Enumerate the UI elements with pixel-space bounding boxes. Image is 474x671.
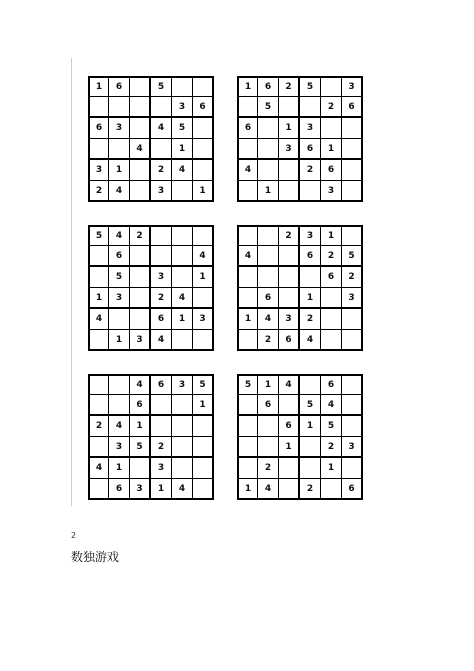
sudoku-cell: 6 bbox=[258, 76, 279, 97]
sudoku-cell: 4 bbox=[237, 160, 258, 181]
sudoku-cell bbox=[193, 437, 214, 458]
sudoku-cell: 4 bbox=[88, 458, 109, 479]
sudoku-cell bbox=[88, 97, 109, 118]
sudoku-cell: 5 bbox=[109, 267, 130, 288]
sudoku-cell bbox=[193, 458, 214, 479]
sudoku-cell bbox=[300, 458, 321, 479]
sudoku-cell: 2 bbox=[300, 309, 321, 330]
sudoku-cell: 2 bbox=[151, 437, 172, 458]
sudoku-cell: 2 bbox=[279, 76, 300, 97]
sudoku-cell bbox=[130, 76, 151, 97]
sudoku-cell bbox=[279, 458, 300, 479]
sudoku-cell: 4 bbox=[109, 416, 130, 437]
sudoku-cell bbox=[151, 225, 172, 246]
sudoku-cell: 1 bbox=[193, 267, 214, 288]
sudoku-cell bbox=[342, 458, 363, 479]
sudoku-cell: 1 bbox=[258, 374, 279, 395]
sudoku-cell: 6 bbox=[193, 97, 214, 118]
sudoku-cell bbox=[193, 139, 214, 160]
sudoku-cell bbox=[237, 97, 258, 118]
sudoku-cell: 6 bbox=[109, 479, 130, 500]
sudoku-cell bbox=[88, 267, 109, 288]
sudoku-cell: 1 bbox=[88, 76, 109, 97]
sudoku-cell: 5 bbox=[258, 97, 279, 118]
sudoku-cell: 5 bbox=[130, 437, 151, 458]
sudoku-cell: 2 bbox=[88, 416, 109, 437]
sudoku-cell bbox=[300, 97, 321, 118]
sudoku-cell: 1 bbox=[193, 181, 214, 202]
sudoku-cell bbox=[172, 246, 193, 267]
sudoku-cell: 4 bbox=[88, 309, 109, 330]
sudoku-cell: 4 bbox=[151, 118, 172, 139]
sudoku-cell bbox=[342, 374, 363, 395]
sudoku-cell: 6 bbox=[321, 267, 342, 288]
sudoku-cell bbox=[279, 246, 300, 267]
sudoku-cell: 2 bbox=[321, 97, 342, 118]
sudoku-cell bbox=[237, 139, 258, 160]
sudoku-cell: 2 bbox=[258, 330, 279, 351]
sudoku-cell bbox=[193, 118, 214, 139]
sudoku-cell bbox=[258, 160, 279, 181]
sudoku-cell bbox=[193, 225, 214, 246]
sudoku-cell: 5 bbox=[88, 225, 109, 246]
sudoku-cell bbox=[342, 416, 363, 437]
sudoku-cell: 4 bbox=[258, 309, 279, 330]
sudoku-cell: 3 bbox=[151, 458, 172, 479]
sudoku-cell bbox=[130, 97, 151, 118]
sudoku-cell: 1 bbox=[237, 309, 258, 330]
sudoku-cell: 3 bbox=[130, 330, 151, 351]
sudoku-cell: 5 bbox=[151, 76, 172, 97]
sudoku-cell: 1 bbox=[237, 479, 258, 500]
sudoku-cell bbox=[109, 395, 130, 416]
sudoku-cell bbox=[172, 437, 193, 458]
sudoku-cell bbox=[88, 437, 109, 458]
sudoku-cell bbox=[88, 246, 109, 267]
sudoku-cell bbox=[172, 76, 193, 97]
sudoku-cell: 2 bbox=[300, 160, 321, 181]
sudoku-cell: 6 bbox=[321, 374, 342, 395]
sudoku-cell: 2 bbox=[258, 458, 279, 479]
sudoku-cell bbox=[342, 118, 363, 139]
sudoku-cell: 2 bbox=[151, 160, 172, 181]
sudoku-cell bbox=[342, 181, 363, 202]
sudoku-cell: 6 bbox=[258, 395, 279, 416]
sudoku-cell: 3 bbox=[279, 139, 300, 160]
sudoku-cell: 3 bbox=[300, 225, 321, 246]
sudoku-cell bbox=[237, 181, 258, 202]
sudoku-cell: 6 bbox=[151, 374, 172, 395]
sudoku-cell bbox=[279, 97, 300, 118]
sudoku-cell bbox=[237, 267, 258, 288]
sudoku-grid-2 bbox=[237, 76, 363, 202]
sudoku-cell: 4 bbox=[130, 139, 151, 160]
sudoku-cell: 2 bbox=[130, 225, 151, 246]
sudoku-cell: 3 bbox=[151, 181, 172, 202]
sudoku-cell bbox=[151, 246, 172, 267]
sudoku-cell bbox=[109, 139, 130, 160]
sudoku-cell bbox=[342, 139, 363, 160]
sudoku-cell bbox=[109, 97, 130, 118]
sudoku-cell bbox=[130, 246, 151, 267]
sudoku-cell: 6 bbox=[109, 76, 130, 97]
sudoku-cell bbox=[237, 288, 258, 309]
sudoku-cell bbox=[130, 309, 151, 330]
sudoku-cell: 6 bbox=[321, 160, 342, 181]
sudoku-cell bbox=[300, 374, 321, 395]
sudoku-cell bbox=[130, 458, 151, 479]
sudoku-cell: 2 bbox=[88, 181, 109, 202]
page-number: 2 bbox=[71, 531, 77, 540]
sudoku-cell bbox=[237, 330, 258, 351]
sudoku-grid-4 bbox=[237, 225, 363, 351]
sudoku-cell bbox=[279, 288, 300, 309]
sudoku-cell bbox=[321, 288, 342, 309]
sudoku-cell: 6 bbox=[258, 288, 279, 309]
sudoku-cell bbox=[109, 309, 130, 330]
sudoku-cell bbox=[342, 330, 363, 351]
sudoku-cell bbox=[172, 395, 193, 416]
sudoku-cell: 4 bbox=[300, 330, 321, 351]
sudoku-cell bbox=[258, 437, 279, 458]
sudoku-cell bbox=[130, 160, 151, 181]
sudoku-cell: 6 bbox=[109, 246, 130, 267]
sudoku-cell: 5 bbox=[193, 374, 214, 395]
sudoku-cell bbox=[193, 160, 214, 181]
sudoku-cell bbox=[321, 76, 342, 97]
sudoku-cell bbox=[237, 416, 258, 437]
sudoku-cell bbox=[151, 139, 172, 160]
sudoku-cell: 3 bbox=[321, 181, 342, 202]
sudoku-cell: 6 bbox=[300, 139, 321, 160]
sudoku-cell: 3 bbox=[342, 437, 363, 458]
sudoku-cell: 3 bbox=[151, 267, 172, 288]
sudoku-cell: 1 bbox=[237, 76, 258, 97]
sudoku-cell bbox=[88, 139, 109, 160]
sudoku-cell: 3 bbox=[300, 118, 321, 139]
sudoku-cell bbox=[172, 225, 193, 246]
page-caption: 数独游戏 bbox=[71, 550, 120, 564]
sudoku-cell bbox=[193, 76, 214, 97]
sudoku-cell: 6 bbox=[279, 416, 300, 437]
sudoku-grid-5 bbox=[88, 374, 214, 500]
sudoku-cell: 1 bbox=[300, 288, 321, 309]
sudoku-cell: 2 bbox=[279, 225, 300, 246]
sudoku-cell bbox=[321, 479, 342, 500]
sudoku-cell: 6 bbox=[151, 309, 172, 330]
sudoku-cell bbox=[321, 118, 342, 139]
sudoku-cell: 2 bbox=[300, 479, 321, 500]
sudoku-cell: 4 bbox=[193, 246, 214, 267]
sudoku-cell bbox=[172, 181, 193, 202]
sudoku-cell: 6 bbox=[237, 118, 258, 139]
sudoku-cell: 4 bbox=[109, 181, 130, 202]
sudoku-cell: 5 bbox=[300, 395, 321, 416]
sudoku-cell bbox=[342, 225, 363, 246]
sudoku-cell bbox=[300, 181, 321, 202]
sudoku-cell: 5 bbox=[172, 118, 193, 139]
sudoku-cell bbox=[237, 225, 258, 246]
sudoku-cell: 6 bbox=[342, 97, 363, 118]
sudoku-cell bbox=[88, 374, 109, 395]
sudoku-grid-1 bbox=[88, 76, 214, 202]
sudoku-cell bbox=[172, 458, 193, 479]
sudoku-cell bbox=[130, 181, 151, 202]
sudoku-cell: 2 bbox=[151, 288, 172, 309]
sudoku-cell bbox=[321, 309, 342, 330]
sudoku-cell bbox=[130, 267, 151, 288]
sudoku-cell: 1 bbox=[321, 225, 342, 246]
sudoku-cell: 3 bbox=[109, 118, 130, 139]
sudoku-cell bbox=[237, 437, 258, 458]
sudoku-cell: 3 bbox=[279, 309, 300, 330]
sudoku-cell: 5 bbox=[342, 246, 363, 267]
sudoku-cell bbox=[109, 374, 130, 395]
sudoku-cell bbox=[172, 416, 193, 437]
sudoku-cell: 3 bbox=[88, 160, 109, 181]
sudoku-cell bbox=[88, 395, 109, 416]
sudoku-cell bbox=[258, 139, 279, 160]
sudoku-cell: 4 bbox=[321, 395, 342, 416]
sudoku-cell: 3 bbox=[172, 97, 193, 118]
sudoku-cell bbox=[258, 225, 279, 246]
sudoku-cell bbox=[88, 330, 109, 351]
sudoku-grid-6 bbox=[237, 374, 363, 500]
sudoku-cell: 1 bbox=[172, 309, 193, 330]
sudoku-cell: 3 bbox=[342, 76, 363, 97]
sudoku-cell: 6 bbox=[88, 118, 109, 139]
sudoku-cell: 5 bbox=[237, 374, 258, 395]
sudoku-cell: 1 bbox=[130, 416, 151, 437]
sudoku-cell bbox=[193, 479, 214, 500]
sudoku-cell bbox=[342, 160, 363, 181]
sudoku-cell: 1 bbox=[88, 288, 109, 309]
sudoku-cell bbox=[258, 246, 279, 267]
sudoku-cell: 3 bbox=[109, 288, 130, 309]
sudoku-cell bbox=[193, 288, 214, 309]
sudoku-cell bbox=[237, 458, 258, 479]
sudoku-cell: 1 bbox=[109, 160, 130, 181]
sudoku-cell: 1 bbox=[321, 139, 342, 160]
sudoku-cell bbox=[300, 437, 321, 458]
sudoku-cell: 1 bbox=[109, 458, 130, 479]
sudoku-cell: 4 bbox=[109, 225, 130, 246]
sudoku-cell: 6 bbox=[300, 246, 321, 267]
sudoku-cell: 5 bbox=[300, 76, 321, 97]
sudoku-cell bbox=[151, 416, 172, 437]
sudoku-cell: 6 bbox=[342, 479, 363, 500]
sudoku-cell: 1 bbox=[279, 437, 300, 458]
sudoku-cell: 4 bbox=[237, 246, 258, 267]
sudoku-cell bbox=[151, 395, 172, 416]
sudoku-cell bbox=[279, 395, 300, 416]
sudoku-cell: 1 bbox=[258, 181, 279, 202]
sudoku-cell: 4 bbox=[172, 479, 193, 500]
sudoku-cell: 6 bbox=[279, 330, 300, 351]
sudoku-cell: 4 bbox=[279, 374, 300, 395]
sudoku-cell bbox=[172, 267, 193, 288]
sudoku-cell: 1 bbox=[172, 139, 193, 160]
sudoku-cell: 3 bbox=[172, 374, 193, 395]
sudoku-cell bbox=[321, 330, 342, 351]
sudoku-cell: 6 bbox=[130, 395, 151, 416]
sudoku-cell: 3 bbox=[342, 288, 363, 309]
sudoku-cell: 1 bbox=[151, 479, 172, 500]
sudoku-cell: 2 bbox=[321, 246, 342, 267]
sudoku-cell: 1 bbox=[193, 395, 214, 416]
sudoku-grid-3 bbox=[88, 225, 214, 351]
content-margin-line bbox=[71, 58, 72, 506]
sudoku-cell: 3 bbox=[109, 437, 130, 458]
sudoku-cell bbox=[237, 395, 258, 416]
sudoku-cell bbox=[258, 416, 279, 437]
sudoku-cell: 4 bbox=[172, 160, 193, 181]
sudoku-cell: 5 bbox=[321, 416, 342, 437]
sudoku-cell bbox=[342, 309, 363, 330]
sudoku-cell bbox=[300, 267, 321, 288]
sudoku-cell: 4 bbox=[151, 330, 172, 351]
sudoku-cell bbox=[193, 416, 214, 437]
sudoku-cell bbox=[151, 97, 172, 118]
sudoku-cell bbox=[193, 330, 214, 351]
sudoku-cell: 2 bbox=[321, 437, 342, 458]
sudoku-cell bbox=[279, 181, 300, 202]
sudoku-cell bbox=[279, 479, 300, 500]
sudoku-cell: 4 bbox=[130, 374, 151, 395]
sudoku-cell bbox=[279, 267, 300, 288]
sudoku-cell bbox=[130, 288, 151, 309]
sudoku-cell: 1 bbox=[321, 458, 342, 479]
sudoku-cell bbox=[279, 160, 300, 181]
sudoku-cell bbox=[88, 479, 109, 500]
sudoku-cell: 1 bbox=[109, 330, 130, 351]
sudoku-cell bbox=[258, 118, 279, 139]
sudoku-cell: 4 bbox=[258, 479, 279, 500]
sudoku-cell: 2 bbox=[342, 267, 363, 288]
sudoku-cell: 1 bbox=[279, 118, 300, 139]
sudoku-cell: 4 bbox=[172, 288, 193, 309]
sudoku-cell bbox=[258, 267, 279, 288]
sudoku-cell: 3 bbox=[193, 309, 214, 330]
sudoku-cell: 3 bbox=[130, 479, 151, 500]
sudoku-cell bbox=[130, 118, 151, 139]
sudoku-cell bbox=[172, 330, 193, 351]
sudoku-cell bbox=[342, 395, 363, 416]
sudoku-cell: 1 bbox=[300, 416, 321, 437]
